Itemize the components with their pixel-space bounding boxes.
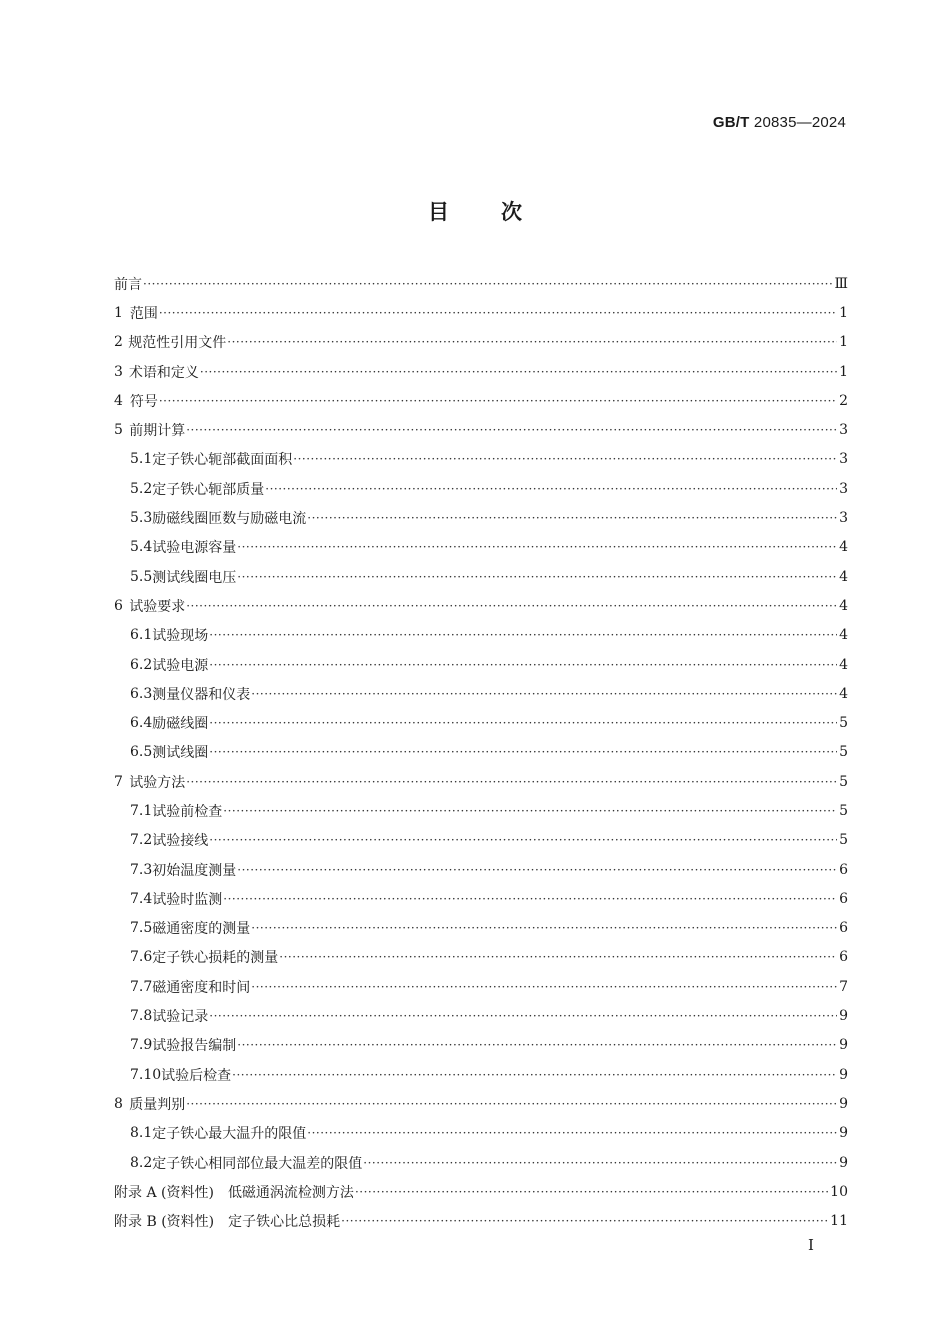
toc-entry[interactable]	[114, 1089, 848, 1118]
toc-entry-number: 7.7	[130, 978, 153, 995]
toc-entry-label: 前言	[114, 276, 142, 293]
toc-leader-dots	[293, 452, 837, 466]
toc-entry[interactable]	[114, 533, 848, 562]
toc-entry-page: 4	[839, 627, 848, 644]
toc-entry-page: 1	[839, 363, 848, 380]
toc-entry-label: 质量判别	[129, 1096, 186, 1113]
toc-leader-dots	[251, 980, 837, 994]
toc-leader-dots	[159, 394, 837, 408]
toc-entry-page: 6	[839, 920, 848, 937]
toc-entry-label: 试验电源	[152, 657, 209, 674]
toc-entry-page: 5	[839, 832, 848, 849]
toc-leader-dots	[186, 775, 837, 789]
toc-leader-dots	[223, 892, 837, 906]
toc-entry-number: 5.5	[130, 568, 153, 585]
toc-entry-label: 磁通密度和时间	[152, 979, 251, 996]
toc-entry-label: 试验时监测	[152, 891, 223, 908]
toc-entry-number: 5.2	[130, 480, 153, 497]
toc-entry-page: 5	[839, 744, 848, 761]
toc-entry[interactable]	[114, 855, 848, 884]
toc-leader-dots	[237, 540, 837, 554]
toc-leader-dots	[232, 1068, 837, 1082]
toc-entry[interactable]	[114, 767, 848, 796]
toc-entry-label: 低磁通涡流检测方法	[227, 1184, 354, 1201]
toc-entry[interactable]	[114, 1177, 848, 1206]
toc-entry-page: 1	[839, 334, 848, 351]
toc-entry-number: 7.2	[130, 832, 153, 849]
toc-entry-label: 前期计算	[129, 423, 186, 440]
toc-entry-label: 测试线圈	[152, 745, 209, 762]
toc-entry-label: 试验接线	[152, 833, 209, 850]
toc-leader-dots	[209, 1009, 837, 1023]
toc-entry-page: 9	[839, 1154, 848, 1171]
toc-entry[interactable]	[114, 1060, 848, 1089]
standard-number: 20835—2024	[753, 114, 846, 131]
toc-entry-page: 6	[839, 949, 848, 966]
toc-entry-label: 测量仪器和仪表	[152, 686, 251, 703]
toc-entry[interactable]	[114, 1001, 848, 1030]
toc-leader-dots	[186, 599, 837, 613]
toc-entry-label: 试验要求	[129, 598, 186, 615]
toc-leader-dots	[209, 628, 837, 642]
toc-entry[interactable]	[114, 1119, 848, 1148]
toc-entry-page: 9	[839, 1095, 848, 1112]
toc-entry-label: 定子铁心比总损耗	[228, 1214, 341, 1231]
toc-entry-number: 附录 B (资料性)	[114, 1214, 215, 1231]
toc-entry-number: 7.6	[130, 949, 153, 966]
toc-entry-page: Ⅲ	[834, 275, 848, 292]
toc-entry[interactable]	[114, 738, 848, 767]
toc-entry-label: 试验前检查	[152, 803, 223, 820]
toc-leader-dots	[279, 950, 837, 964]
toc-entry-number: 6.5	[130, 744, 153, 761]
toc-leader-dots	[209, 716, 837, 730]
toc-leader-dots	[209, 658, 837, 672]
toc-entry-number: 6.4	[130, 715, 153, 732]
toc-entry-label: 规范性引用文件	[128, 335, 227, 352]
toc-entry-page: 2	[839, 392, 848, 409]
toc-entry-label: 试验方法	[129, 774, 186, 791]
toc-entry-label: 磁通密度的测量	[152, 921, 251, 938]
toc-entry-page: 9	[839, 1037, 848, 1054]
toc-entry[interactable]	[114, 914, 848, 943]
toc-entry-page: 5	[839, 802, 848, 819]
toc-entry-page: 3	[839, 510, 848, 527]
toc-entry-page: 4	[839, 685, 848, 702]
toc-leader-dots	[209, 833, 837, 847]
toc-leader-dots	[265, 482, 837, 496]
toc-entry[interactable]	[114, 796, 848, 825]
toc-entry-label: 定子铁心最大温升的限值	[152, 1126, 307, 1143]
table-of-contents	[114, 269, 848, 1236]
footer-page-number: I	[808, 1236, 814, 1254]
toc-entry-page: 6	[839, 890, 848, 907]
toc-entry-label: 符号	[129, 393, 158, 410]
toc-entry-label: 初始温度测量	[152, 862, 237, 879]
toc-entry-number: 8	[114, 1095, 123, 1112]
toc-entry-number: 7	[114, 773, 123, 790]
toc-entry-page: 9	[839, 1008, 848, 1025]
toc-leader-dots	[237, 1038, 837, 1052]
toc-entry-page: 9	[839, 1066, 848, 1083]
toc-leader-dots	[186, 423, 837, 437]
toc-entry-number: 7.4	[130, 890, 153, 907]
toc-entry-page: 4	[839, 568, 848, 585]
toc-entry[interactable]	[114, 826, 848, 855]
toc-entry[interactable]	[114, 269, 848, 298]
toc-entry-page: 6	[839, 861, 848, 878]
toc-leader-dots	[251, 687, 837, 701]
toc-entry-number: 3	[114, 363, 123, 380]
toc-entry-label: 定子铁心相同部位最大温差的限值	[152, 1155, 363, 1172]
toc-leader-dots	[200, 365, 837, 379]
toc-entry[interactable]	[114, 708, 848, 737]
toc-entry-label: 定子铁心轭部截面面积	[152, 452, 293, 469]
page-title: 目次	[428, 200, 574, 224]
toc-entry-page: 3	[839, 451, 848, 468]
toc-entry[interactable]	[114, 415, 848, 444]
toc-entry-page: 1	[839, 304, 848, 321]
toc-leader-dots	[363, 1156, 837, 1170]
toc-leader-dots	[237, 570, 837, 584]
toc-leader-dots	[307, 511, 837, 525]
toc-leader-dots	[159, 306, 837, 320]
toc-entry-number: 1	[114, 304, 123, 321]
toc-entry-page: 4	[839, 656, 848, 673]
toc-entry-number: 7.9	[130, 1037, 153, 1054]
toc-entry-label: 范围	[129, 305, 158, 322]
toc-entry[interactable]	[114, 357, 848, 386]
toc-leader-dots	[237, 863, 837, 877]
toc-entry-page: 4	[839, 597, 848, 614]
toc-entry-label: 励磁线圈匝数与励磁电流	[152, 511, 307, 528]
toc-leader-dots	[186, 1097, 837, 1111]
standard-prefix: GB/T	[712, 114, 750, 131]
toc-entry-number: 7.10	[130, 1066, 162, 1083]
toc-entry-number: 附录 A (资料性)	[114, 1184, 214, 1201]
toc-entry-label: 试验后检查	[161, 1067, 232, 1084]
toc-leader-dots	[143, 277, 832, 291]
toc-entry-number: 7.3	[130, 861, 153, 878]
toc-entry[interactable]	[114, 943, 848, 972]
toc-entry-page: 3	[839, 480, 848, 497]
toc-entry[interactable]	[114, 503, 848, 532]
standard-code	[713, 114, 846, 131]
toc-entry[interactable]	[114, 445, 848, 474]
toc-entry-number: 4	[114, 392, 123, 409]
toc-entry[interactable]	[114, 1207, 848, 1236]
toc-entry[interactable]	[114, 650, 848, 679]
toc-entry[interactable]	[114, 328, 848, 357]
toc-leader-dots	[355, 1185, 828, 1199]
toc-entry[interactable]	[114, 474, 848, 503]
toc-entry-number: 8.1	[130, 1125, 153, 1142]
toc-leader-dots	[341, 1214, 828, 1228]
toc-entry[interactable]	[114, 621, 848, 650]
toc-entry-number: 5.4	[130, 539, 153, 556]
toc-entry-number: 6.3	[130, 685, 153, 702]
toc-entry-label: 术语和定义	[128, 364, 199, 381]
toc-entry[interactable]	[114, 972, 848, 1001]
toc-entry-label: 定子铁心轭部质量	[152, 481, 265, 498]
toc-entry-number: 7.5	[130, 920, 153, 937]
toc-entry-number: 6.1	[130, 627, 153, 644]
toc-entry[interactable]	[114, 884, 848, 913]
toc-entry-label: 试验记录	[152, 1009, 209, 1026]
toc-entry-page: 5	[839, 773, 848, 790]
toc-entry-number: 6	[114, 597, 123, 614]
toc-leader-dots	[209, 745, 837, 759]
toc-entry-page: 4	[839, 539, 848, 556]
toc-entry[interactable]	[114, 1031, 848, 1060]
toc-entry-page: 7	[839, 978, 848, 995]
toc-entry[interactable]	[114, 1148, 848, 1177]
toc-entry-page: 5	[839, 715, 848, 732]
toc-entry-number: 7.8	[130, 1008, 153, 1025]
toc-entry-number: 2	[114, 334, 123, 351]
toc-entry-number: 5.3	[130, 510, 153, 527]
toc-entry-page: 9	[839, 1125, 848, 1142]
toc-leader-dots	[251, 921, 837, 935]
toc-entry[interactable]	[114, 298, 848, 327]
toc-leader-dots	[223, 804, 837, 818]
toc-entry-number: 5.1	[130, 451, 153, 468]
toc-entry-page: 10	[830, 1183, 848, 1200]
toc-entry-page: 3	[839, 422, 848, 439]
toc-entry[interactable]	[114, 679, 848, 708]
toc-entry-label: 试验现场	[152, 628, 209, 645]
toc-entry-page: 11	[830, 1213, 848, 1230]
toc-entry-label: 励磁线圈	[152, 716, 209, 733]
toc-entry-label: 试验电源容量	[152, 540, 237, 557]
toc-leader-dots	[307, 1126, 837, 1140]
toc-entry-number: 6.2	[130, 656, 153, 673]
toc-entry[interactable]	[114, 562, 848, 591]
toc-entry[interactable]	[114, 591, 848, 620]
toc-entry-label: 试验报告编制	[152, 1038, 237, 1055]
toc-entry-number: 8.2	[130, 1154, 153, 1171]
toc-entry-number: 5	[114, 422, 123, 439]
toc-entry-label: 测试线圈电压	[152, 569, 237, 586]
toc-leader-dots	[227, 335, 837, 349]
toc-entry[interactable]	[114, 386, 848, 415]
toc-entry-label: 定子铁心损耗的测量	[152, 950, 279, 967]
toc-entry-number: 7.1	[130, 802, 153, 819]
